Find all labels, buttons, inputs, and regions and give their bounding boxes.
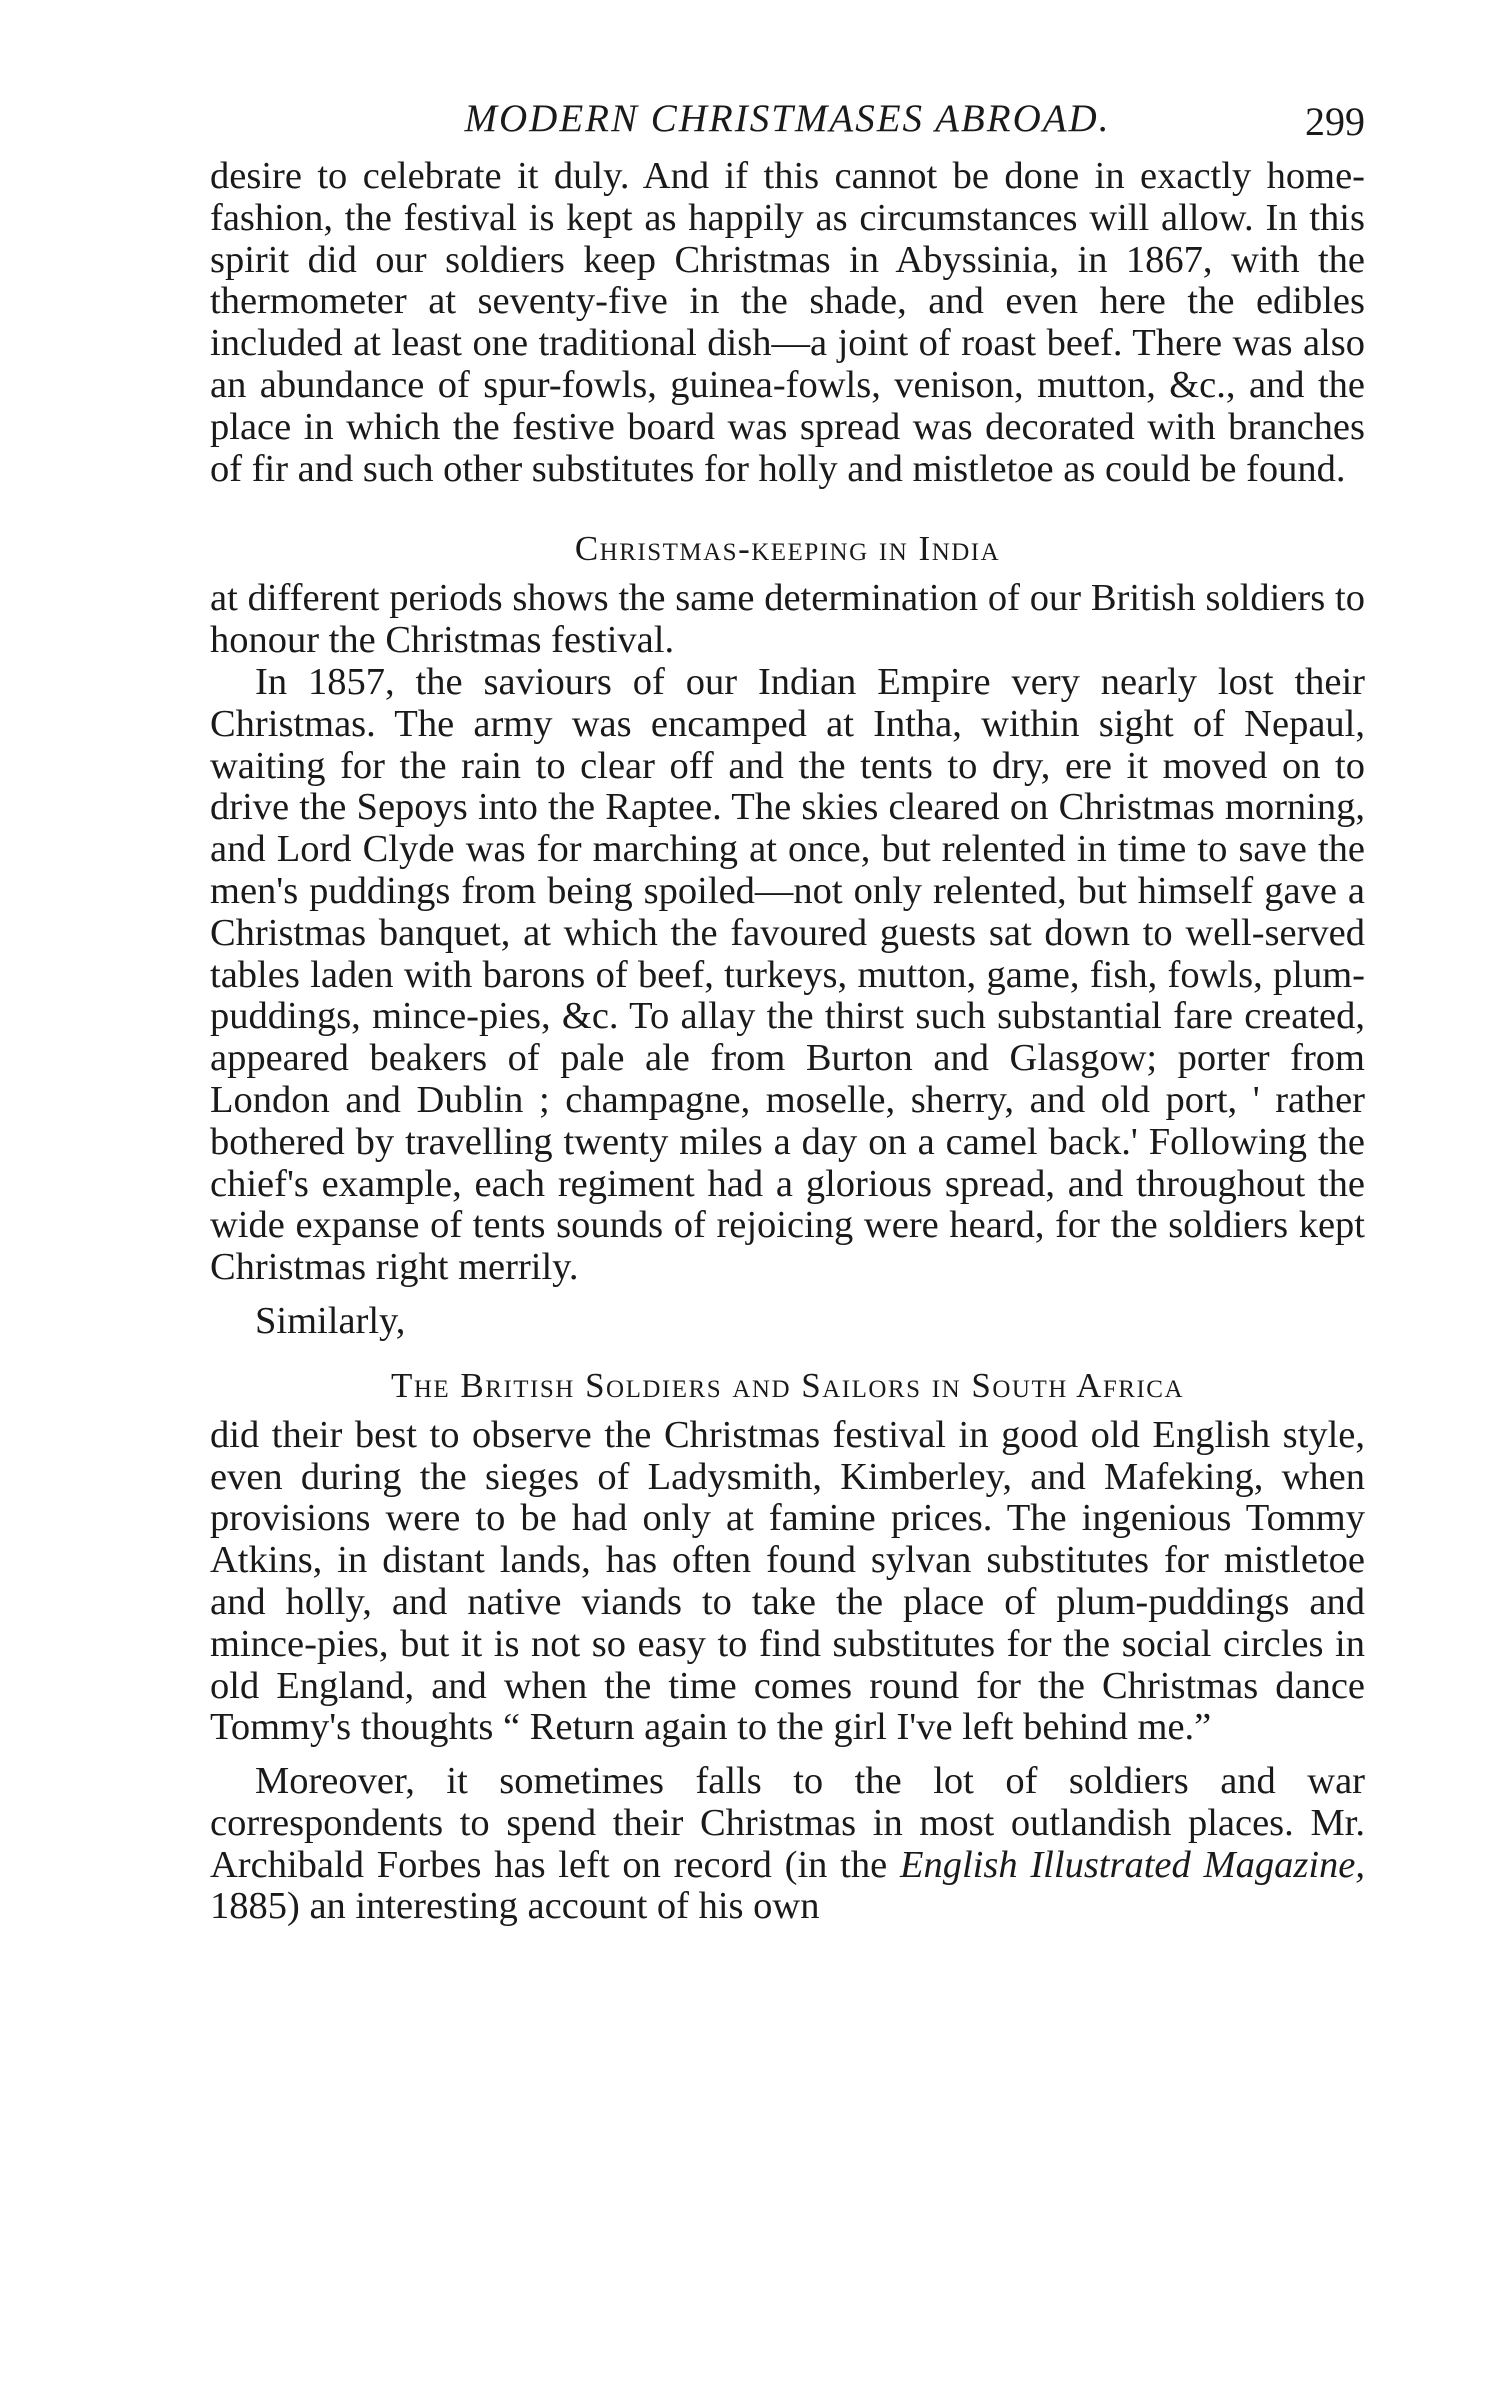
paragraph-forbes-text-start: Moreover, it sometimes falls to the lot of soldiers and war correspondents to spend their Christmas in most outlandish places. Mr. Archibald Forbes has left on record (in the xyxy=(210,1760,1365,1886)
paragraph-similarly: Similarly, xyxy=(255,1299,406,1342)
paragraph-india-intro: at different periods shows the same determination of our British soldiers to honour the Christmas festival. xyxy=(210,577,1365,662)
paragraph-abyssinia: desire to celebrate it duly. And if this cannot be done in exactly home-fashion, the festival is kept as happily as circumstances will allow. In this spirit did our soldiers keep Christmas in Abyssinia, in 1867, with the thermometer at seventy-five in the shade, and even here the edibles included at least one traditional dish—a joint of roast beef. There was also an abundance of spur-fowls, guinea-fowls, venison, mutton, &c., and the place in which the festive board was spread was decorated with branches of fir and such other substitutes for holly and mistletoe as could be found. xyxy=(210,155,1365,490)
magazine-title: English Illustrated Magazine, xyxy=(899,1843,1365,1886)
book-page xyxy=(210,96,1365,1928)
section-heading-india: Christmas-keeping in India xyxy=(574,529,1001,569)
paragraph-forbes-text-end: 1885) an interesting account of his own xyxy=(210,1885,820,1928)
page-number: 299 xyxy=(1305,99,1365,144)
section-heading-south-africa: The British Soldiers and Sailors in South Africa xyxy=(390,1365,1185,1405)
running-header xyxy=(210,96,1365,156)
paragraph-south-africa: did their best to observe the Christmas festival in good old English style, even during the sieges of Ladysmith, Kimberley, and Mafeking, when provisions were to be had only at famine prices. The ingenious Tommy Atkins, in distant lands, has often found sylvan substitutes for mistletoe and holly, and native viands to take the place of plum-puddings and mince-pies, but it is not so easy to find substitutes for the social circles in old England, and when the time comes round for the Christmas dance Tommy's thoughts “ Return again to the girl I've left behind me.” xyxy=(210,1413,1365,1749)
paragraph-1857: In 1857, the saviours of our Indian Empire very nearly lost their Christmas. The army was encamped at Intha, within sight of Nepaul, waiting for the rain to clear off and the tents to dry, ere it moved on to drive the Sepoys into the Raptee. The skies cleared on Christmas morning, and Lord Clyde was for marching at once, but relented in time to save the men's puddings from being spoiled—not only relented, but himself gave a Christmas banquet, at which the favoured guests sat down to well-served tables laden with barons of beef, turkeys, mutton, game, fish, fowls, plum-puddings, mince-pies, &c. To allay the thirst such substantial fare created, appeared beakers of pale ale from Burton and Glasgow; porter from London and Dublin ; champagne, moselle, sherry, and old port, ' rather bothered by travelling twenty miles a day on a camel back.' Following the chief's example, each regiment had a glorious spread, and throughout the wide expanse of tents sounds of rejoicing were heard, for the soldiers kept Christmas right merrily. xyxy=(210,660,1365,1289)
paragraph-forbes xyxy=(210,1761,1365,1928)
running-title: MODERN CHRISTMASES ABROAD. xyxy=(464,97,1111,140)
